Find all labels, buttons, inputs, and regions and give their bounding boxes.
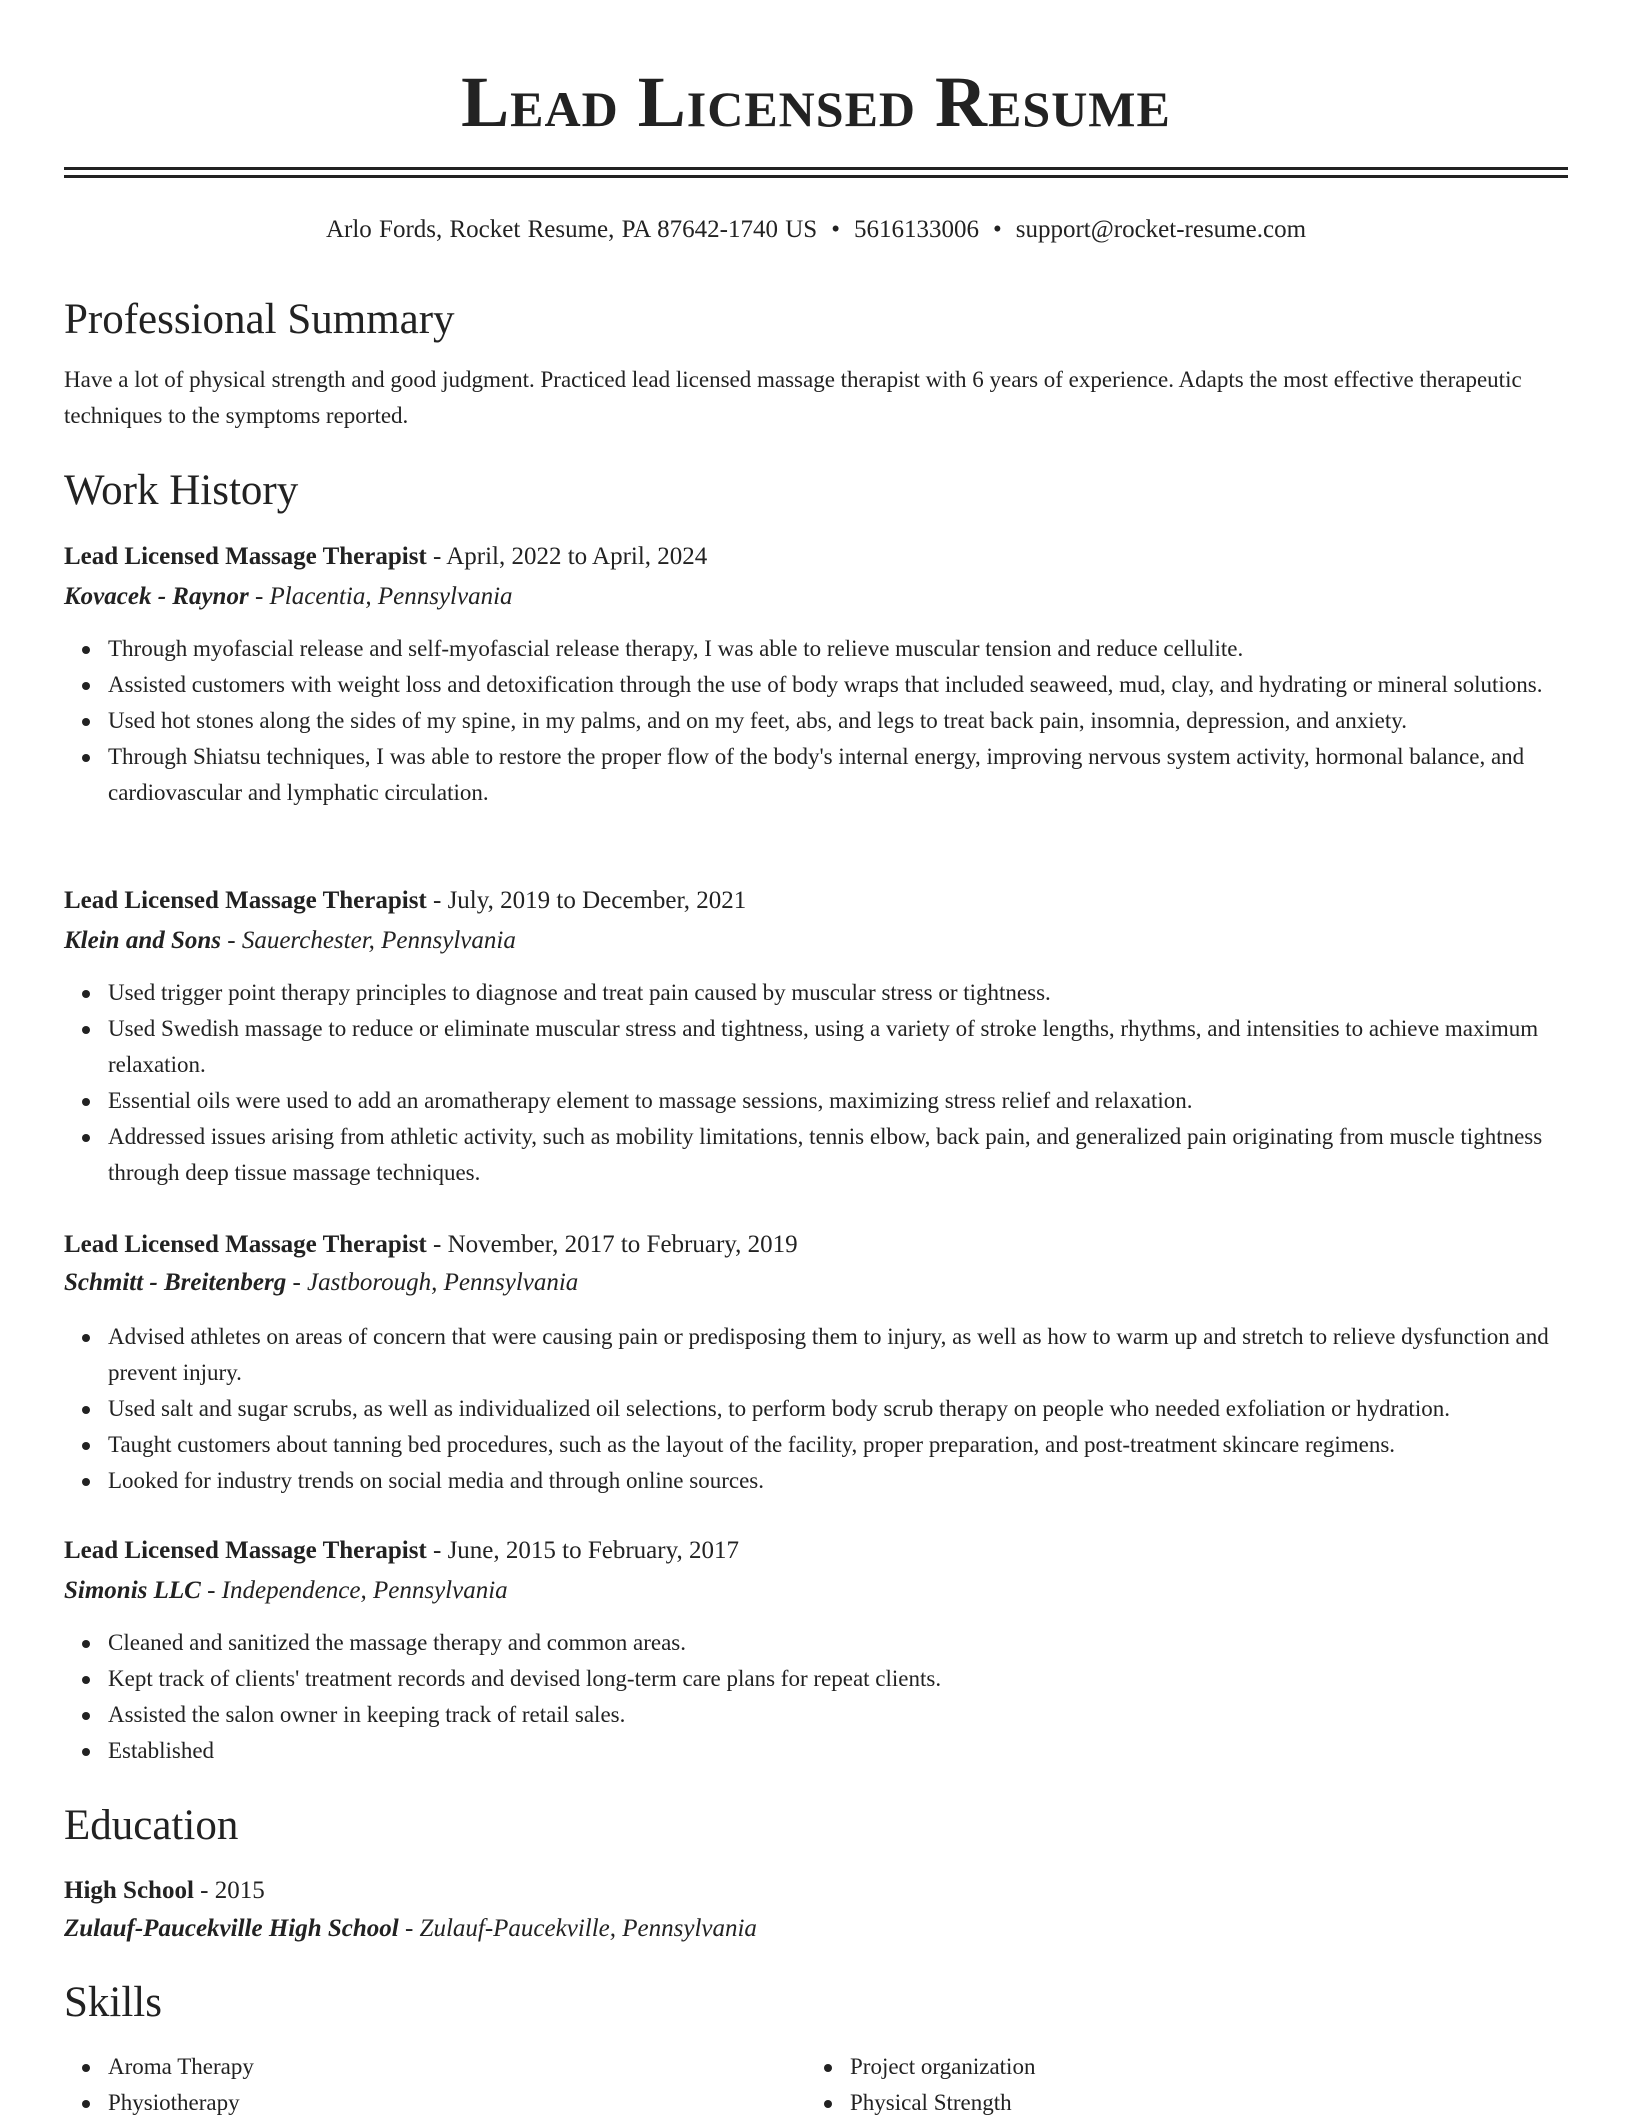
job-bullet: Addressed issues arising from athletic activity, such as mobility limitations, tennis elbow, back pain, and generalized pain originating from muscle tightness through deep tissue massage techniques. <box>108 1119 1568 1191</box>
contact-address: Arlo Fords, Rocket Resume, PA 87642-1740 US <box>325 216 818 243</box>
job-dates: - June, 2015 to February, 2017 <box>426 1537 739 1564</box>
resume-title: Lead Licensed Resume <box>461 62 1171 142</box>
job-dates: - July, 2019 to December, 2021 <box>426 887 747 914</box>
job-dates: - November, 2017 to February, 2019 <box>426 1231 798 1258</box>
job-title: Lead Licensed Massage Therapist <box>64 1537 427 1564</box>
company-line <box>64 1265 1568 1301</box>
education-school: Zulauf-Paucekville High School <box>64 1915 399 1942</box>
education-school-line <box>64 1911 1568 1947</box>
job-title-line <box>64 539 1568 575</box>
skills-list-left <box>64 2049 764 2121</box>
job-title-line <box>64 883 1568 919</box>
education-degree-line <box>64 1873 1568 1909</box>
education-year: - 2015 <box>193 1877 265 1904</box>
job-bullet: Taught customers about tanning bed procedures, such as the layout of the facility, proper preparation, and post-treatment skincare regimens. <box>108 1427 1568 1463</box>
job-title-line <box>64 1533 1568 1569</box>
job-title: Lead Licensed Massage Therapist <box>64 887 427 914</box>
contact-phone: 5616133006 <box>853 216 979 243</box>
skills-heading: Skills <box>64 1979 162 2026</box>
job-bullet: Looked for industry trends on social media and through online sources. <box>108 1463 1568 1499</box>
company-name: Klein and Sons <box>64 927 222 954</box>
job-bullet: Used salt and sugar scrubs, as well as individualized oil selections, to perform body scrub therapy on people who needed exfoliation or hydration. <box>108 1391 1568 1427</box>
company-location: - Jastborough, Pennsylvania <box>286 1269 579 1296</box>
summary-heading: Professional Summary <box>64 296 455 343</box>
job-bullet: Used hot stones along the sides of my spine, in my palms, and on my feet, abs, and legs to treat back pain, insomnia, depression, and anxiety. <box>108 703 1568 739</box>
job-bullet: Used Swedish massage to reduce or eliminate muscular stress and tightness, using a variety of stroke lengths, rhythms, and intensities to achieve maximum relaxation. <box>108 1011 1568 1083</box>
job-title-line <box>64 1227 1568 1263</box>
education-location: - Zulauf-Paucekville, Pennsylvania <box>398 1915 757 1942</box>
skill-item: Project organization <box>850 2049 1506 2085</box>
job-bullet-list <box>64 975 1568 1191</box>
skill-item: Physiotherapy <box>108 2085 764 2121</box>
job-bullet: Assisted customers with weight loss and detoxification through the use of body wraps that included seaweed, mud, clay, and hydrating or mineral solutions. <box>108 667 1568 703</box>
job-bullet-list <box>64 631 1568 811</box>
company-name: Kovacek - Raynor <box>64 583 249 610</box>
job-bullet: Advised athletes on areas of concern that were causing pain or predisposing them to injury, as well as how to warm up and stretch to relieve dysfunction and prevent injury. <box>108 1319 1568 1391</box>
company-line <box>64 1573 1568 1609</box>
job-bullet: Cleaned and sanitized the massage therapy and common areas. <box>108 1625 1568 1661</box>
job-bullet: Essential oils were used to add an aromatherapy element to massage sessions, maximizing stress relief and relaxation. <box>108 1083 1568 1119</box>
skill-item: Aroma Therapy <box>108 2049 764 2085</box>
company-location: - Independence, Pennsylvania <box>200 1577 508 1604</box>
contact-email: support@rocket-resume.com <box>1015 216 1307 243</box>
job-bullet: Kept track of clients' treatment records and devised long-term care plans for repeat clients. <box>108 1661 1568 1697</box>
company-line <box>64 579 1568 615</box>
contact-line <box>64 212 1568 248</box>
title-rule-top <box>64 167 1568 170</box>
job-bullet-list <box>64 1625 1568 1769</box>
contact-separator: • <box>831 216 840 243</box>
job-bullet: Through Shiatsu techniques, I was able to restore the proper flow of the body's internal energy, improving nervous system activity, hormonal balance, and cardiovascular and lymphatic circulation. <box>108 739 1568 811</box>
education-heading: Education <box>64 1802 239 1849</box>
company-location: - Placentia, Pennsylvania <box>248 583 513 610</box>
job-bullet: Through myofascial release and self-myofascial release therapy, I was able to relieve muscular tension and reduce cellulite. <box>108 631 1568 667</box>
company-name: Simonis LLC <box>64 1577 201 1604</box>
job-bullet: Assisted the salon owner in keeping track of retail sales. <box>108 1697 1568 1733</box>
work-history-heading: Work History <box>64 467 299 514</box>
job-bullet: Used trigger point therapy principles to diagnose and treat pain caused by muscular stress or tightness. <box>108 975 1568 1011</box>
job-title: Lead Licensed Massage Therapist <box>64 543 427 570</box>
job-title: Lead Licensed Massage Therapist <box>64 1231 427 1258</box>
company-name: Schmitt - Breitenberg <box>64 1269 287 1296</box>
contact-separator: • <box>992 216 1002 243</box>
job-dates: - April, 2022 to April, 2024 <box>426 543 708 570</box>
title-rule-bottom <box>64 175 1568 178</box>
job-bullet-list <box>64 1319 1568 1499</box>
summary-text: Have a lot of physical strength and good judgment. Practiced lead licensed massage therapist with 6 years of experience. Adapts the most effective therapeutic techniques to the symptoms reported. <box>64 367 1522 428</box>
company-line <box>64 923 1568 959</box>
skills-list-right <box>806 2049 1506 2121</box>
education-degree: High School <box>64 1877 194 1904</box>
job-bullet: Established <box>108 1733 1568 1769</box>
company-location: - Sauerchester, Pennsylvania <box>221 927 516 954</box>
skill-item: Physical Strength <box>850 2085 1506 2121</box>
